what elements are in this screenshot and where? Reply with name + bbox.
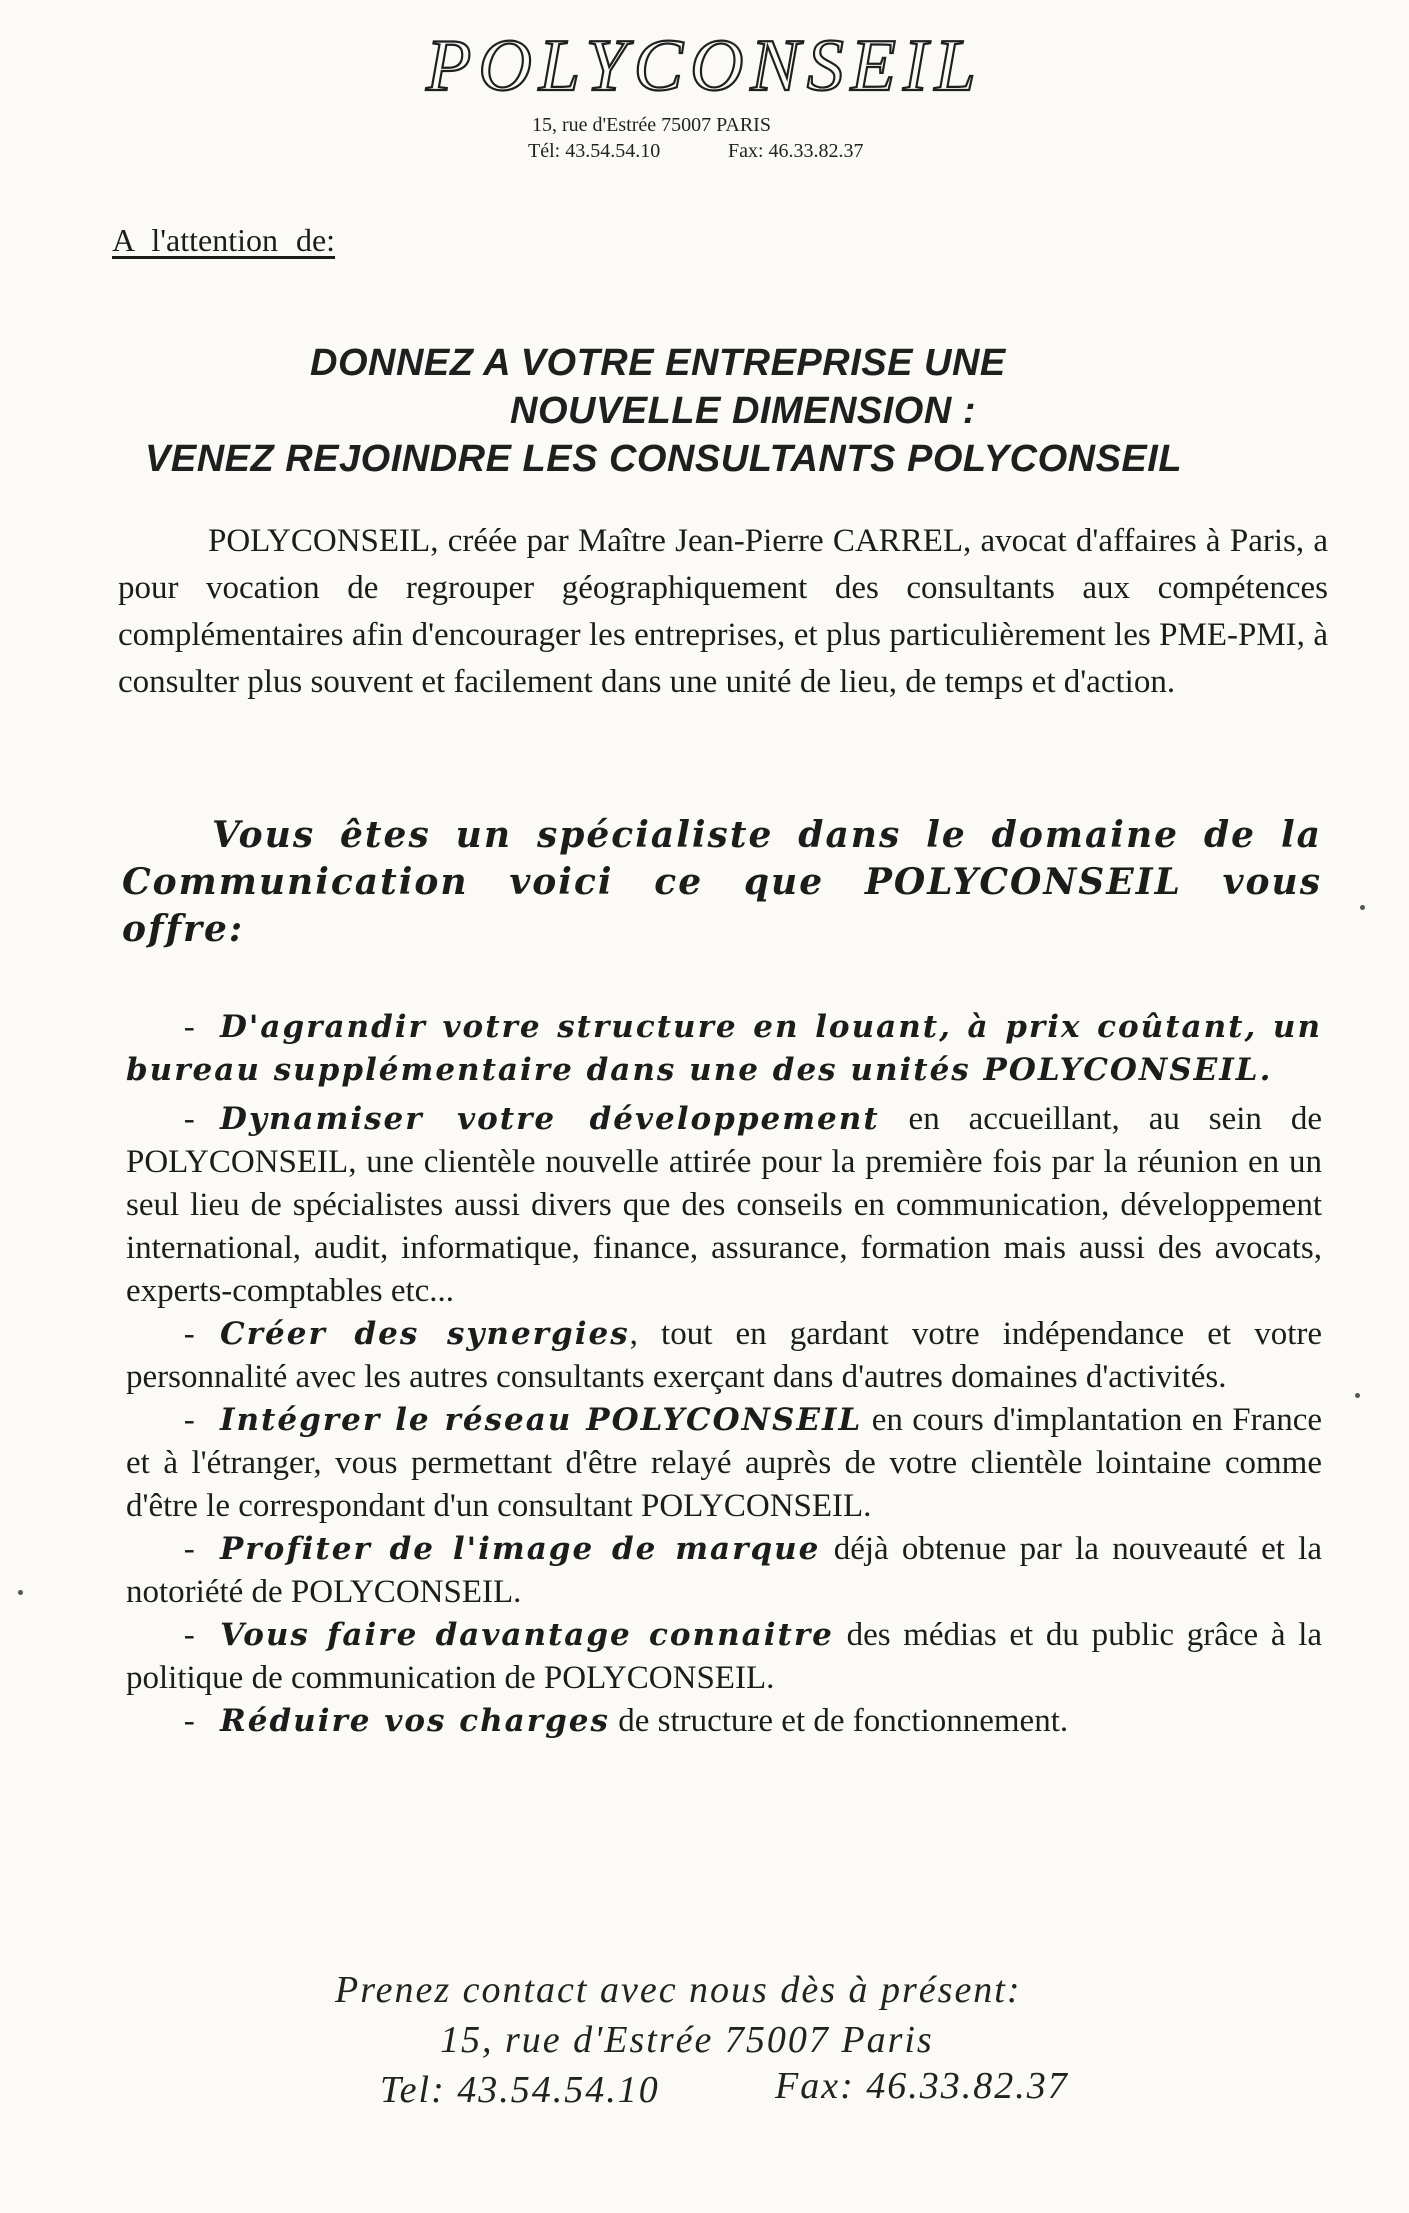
headline-line-1: DONNEZ A VOTRE ENTREPRISE UNE: [310, 342, 1006, 384]
presentation-paragraph: [118, 518, 1328, 706]
offer-item-bold: Profiter de l'image de marque: [220, 1531, 821, 1567]
offer-item: - Réduire vos charges de structure et de fonctionnement.: [126, 1703, 1069, 1739]
presentation-text: POLYCONSEIL, créée par Maître Jean-Pierre CARREL, avocat d'affaires à Paris, a pour vocation de regrouper géographiquement des consultants aux compétences complémentaires afin d'encourager les entreprises, et plus particulièrement les PME-PMI, à consulter plus souvent et facilement dans une unité de lieu, de temps et d'action.: [118, 523, 1328, 700]
header-address: 15, rue d'Estrée 75007 PARIS: [532, 114, 771, 136]
offer-item: - Intégrer le réseau POLYCONSEIL en cours d'implantation en France et à l'étranger, vous permettant d'être relayé auprès de votre clientèle lointaine comme d'être le correspondant d'un consultant POLYCONSEIL.: [126, 1402, 1323, 1524]
offer-intro: [122, 812, 1322, 953]
scan-speck: [1355, 1393, 1360, 1398]
offer-item-text: de structure et de fonctionnement.: [609, 1703, 1069, 1739]
scan-speck: [18, 1590, 23, 1595]
contact-line-2: 15, rue d'Estrée 75007 Paris: [440, 2019, 934, 2061]
offer-item-text: en accueillant, au sein de POLYCONSEIL, une clientèle nouvelle attirée pour la première fois par la réunion en un seul lieu de spécialistes aussi divers que des conseils en communication, développement international, audit, informatique, finance, assurance, formation mais aussi des avocats, experts-comptables etc...: [126, 1101, 1322, 1309]
offer-item-bold: Réduire vos charges: [220, 1703, 610, 1739]
headline-line-3: VENEZ REJOINDRE LES CONSULTANTS POLYCONSEIL: [145, 438, 1183, 480]
offer-item-bold: Dynamiser votre développement: [220, 1101, 880, 1137]
offer-item-bold: Vous faire davantage connaitre: [220, 1617, 834, 1653]
contact-tel: Tel: 43.54.54.10: [380, 2069, 660, 2111]
offer-item: - Vous faire davantage connaitre des médias et du public grâce à la politique de communication de POLYCONSEIL.: [126, 1617, 1323, 1696]
offer-item: - Profiter de l'image de marque déjà obtenue par la nouveauté et la notoriété de POLYCONSEIL.: [126, 1531, 1323, 1610]
offer-item-text: , tout en gardant votre indépendance et votre personnalité avec les autres consultants exerçant dans d'autres domaines d'activités.: [126, 1316, 1322, 1395]
header-fax: Fax: 46.33.82.37: [728, 140, 864, 162]
offer-item: - D'agrandir votre structure en louant, à prix coûtant, un bureau supplémentaire dans une des unités POLYCONSEIL.: [126, 1009, 1322, 1088]
offer-intro-text: Vous êtes un spécialiste dans le domaine de la Communication voici ce que POLYCONSEIL vous offre:: [122, 814, 1322, 950]
offer-item-bold: Créer des synergies: [220, 1316, 630, 1352]
offer-item-text: des médias et du public grâce à la politique de communication de POLYCONSEIL.: [126, 1617, 1323, 1696]
header-tel: Tél: 43.54.54.10: [528, 140, 661, 162]
headline-line-2: NOUVELLE DIMENSION :: [510, 390, 977, 432]
attention-label: A l'attention de:: [112, 222, 336, 258]
company-logo: POLYCONSEIL: [426, 25, 983, 107]
contact-line-1: Prenez contact avec nous dès à présent:: [335, 1969, 1022, 2011]
offer-list: [126, 1006, 1322, 1743]
offer-item-text: déjà obtenue par la nouveauté et la notoriété de POLYCONSEIL.: [126, 1531, 1323, 1610]
offer-item: - Dynamiser votre développement en accueillant, au sein de POLYCONSEIL, une clientèle nouvelle attirée pour la première fois par la réunion en un seul lieu de spécialistes aussi divers que des conseils en communication, développement international, audit, informatique, finance, assurance, formation mais aussi des avocats, experts-comptables etc...: [126, 1101, 1322, 1309]
offer-item-bold: Intégrer le réseau POLYCONSEIL: [220, 1402, 863, 1438]
offer-item-text: en cours d'implantation en France et à l'étranger, vous permettant d'être relayé auprès de votre clientèle lointaine comme d'être le correspondant d'un consultant POLYCONSEIL.: [126, 1402, 1323, 1524]
offer-item-bold: D'agrandir votre structure en louant, à prix coûtant, un bureau supplémentaire dans une des unités POLYCONSEIL.: [126, 1009, 1322, 1088]
contact-fax: Fax: 46.33.82.37: [775, 2065, 1069, 2107]
scan-speck: [1360, 905, 1365, 910]
offer-item: - Créer des synergies, tout en gardant votre indépendance et votre personnalité avec les autres consultants exerçant dans d'autres domaines d'activités.: [126, 1316, 1322, 1395]
